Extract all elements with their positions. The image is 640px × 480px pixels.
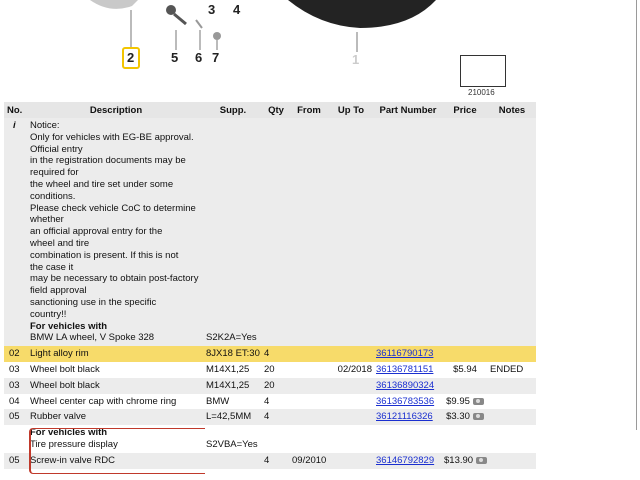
- row-qty: 20: [264, 363, 275, 375]
- notice-line: Only for vehicles with EG-BE approval.: [30, 131, 194, 143]
- row-from: [290, 394, 328, 410]
- wheel-fragment: [90, 0, 138, 9]
- col-header-from[interactable]: From: [290, 102, 328, 118]
- row-notes: [488, 453, 536, 469]
- row-no: 05: [4, 453, 28, 469]
- notice-supp: S2K2A=Yes: [204, 118, 262, 346]
- nut-part: [213, 32, 221, 40]
- row-notes: [488, 378, 536, 394]
- row-description: Screw-in valve RDC: [28, 453, 204, 469]
- notice-line: an official approval entry for the: [30, 226, 163, 238]
- notice-line: required for: [30, 167, 79, 179]
- notice-line: wheel and tire: [30, 237, 90, 249]
- table-row[interactable]: [4, 362, 536, 378]
- row-price: [442, 378, 488, 394]
- row-up-to: [328, 394, 374, 410]
- table-row[interactable]: [4, 409, 536, 425]
- row-up-to: [328, 346, 374, 362]
- notice-row: [4, 118, 536, 346]
- col-header-no[interactable]: No.: [4, 102, 28, 118]
- row-supp: 8JX18 ET:30: [204, 346, 262, 362]
- part-number-link[interactable]: 36136783536: [376, 395, 435, 407]
- notice-line: may be necessary to obtain post-factory: [30, 273, 199, 285]
- row-qty: 4: [262, 453, 290, 469]
- notice-condition-value: BMW LA wheel, V Spoke 328: [30, 332, 155, 344]
- col-header-notes[interactable]: Notes: [488, 102, 536, 118]
- row-from: [290, 409, 328, 425]
- notice-line: whether: [30, 214, 64, 226]
- part-number-link[interactable]: 36121116326: [376, 411, 433, 423]
- callout-4[interactable]: 4: [233, 2, 241, 17]
- row-price: $5.94: [453, 363, 477, 375]
- row-up-to: [328, 453, 374, 469]
- callout-2[interactable]: 2: [127, 50, 135, 65]
- part-number-link[interactable]: 36116790173: [376, 348, 434, 360]
- table-row[interactable]: [4, 378, 536, 394]
- tire-fragment: [288, 0, 436, 28]
- row-up-to: 02/2018: [337, 363, 372, 375]
- orientation-reference-box: [460, 55, 506, 87]
- part-number-link[interactable]: 36136890324: [376, 379, 435, 391]
- row-from: 09/2010: [290, 453, 328, 469]
- callout-3[interactable]: 3: [208, 2, 216, 17]
- parts-diagram: [0, 0, 640, 102]
- callout-6[interactable]: 6: [195, 50, 203, 65]
- row-notes: [488, 394, 536, 410]
- row-supp: BMW: [206, 395, 230, 407]
- parts-table: [4, 102, 536, 469]
- callout-5[interactable]: 5: [171, 50, 179, 65]
- col-header-supp[interactable]: Supp.: [204, 102, 262, 118]
- table-row[interactable]: [4, 394, 536, 410]
- col-header-part-number[interactable]: Part Number: [374, 102, 442, 118]
- row-price: $3.30: [446, 411, 470, 423]
- row-from: [290, 346, 328, 362]
- table-header-row: [4, 102, 536, 118]
- condition-text: [28, 425, 204, 453]
- col-header-qty[interactable]: Qty: [262, 102, 290, 118]
- condition-value: Tire pressure display: [30, 438, 118, 450]
- notice-text: [28, 118, 204, 346]
- row-no: 05: [4, 409, 28, 425]
- row-no: 03: [9, 363, 20, 375]
- row-notes: [488, 346, 536, 362]
- diagram-drawing: [0, 0, 640, 102]
- row-notes: [488, 409, 536, 425]
- callout-7[interactable]: 7: [212, 50, 220, 65]
- notice-condition-label: For vehicles with: [30, 320, 108, 332]
- notice-line: the case it: [30, 261, 74, 273]
- col-header-up-to[interactable]: Up To: [328, 102, 374, 118]
- condition-supp: S2VBA=Yes: [206, 438, 258, 450]
- notice-line: in the registration documents may be: [30, 155, 186, 167]
- row-price: [442, 346, 488, 362]
- row-no: 03: [4, 378, 28, 394]
- row-from: [290, 362, 328, 378]
- row-from: [290, 378, 328, 394]
- part-number-link[interactable]: 36136781151: [376, 363, 434, 375]
- row-qty: 20: [262, 378, 290, 394]
- notice-line: field approval: [30, 285, 87, 297]
- table-row[interactable]: [4, 346, 536, 362]
- camera-icon[interactable]: [473, 413, 484, 420]
- condition-row: [4, 425, 536, 453]
- notice-line: Notice:: [30, 120, 60, 131]
- notice-line: Official entry: [30, 143, 83, 155]
- row-supp: L=42,5MM: [204, 409, 262, 425]
- col-header-price[interactable]: Price: [442, 102, 488, 118]
- row-qty: 4: [262, 409, 290, 425]
- notice-line: country!!: [30, 308, 67, 320]
- notice-line: combination is present. If this is not: [30, 249, 179, 261]
- row-up-to: [328, 378, 374, 394]
- row-description: Wheel bolt black: [30, 363, 100, 375]
- row-supp: M14X1,25: [206, 363, 250, 375]
- row-description: Light alloy rim: [28, 346, 204, 362]
- row-supp: [204, 453, 262, 469]
- row-no: 04: [9, 395, 20, 407]
- camera-icon[interactable]: [476, 457, 487, 464]
- valve-stem: [174, 14, 186, 24]
- info-icon: i: [4, 118, 28, 346]
- row-up-to: [328, 409, 374, 425]
- col-header-description[interactable]: Description: [28, 102, 204, 118]
- notice-line: Please check vehicle CoC to determine: [30, 202, 196, 214]
- row-price: $9.95: [446, 395, 470, 407]
- camera-icon[interactable]: [473, 398, 484, 405]
- row-description: Wheel bolt black: [28, 378, 204, 394]
- notice-line: conditions.: [30, 190, 76, 202]
- row-supp: M14X1,25: [204, 378, 262, 394]
- row-notes: ENDED: [490, 363, 524, 375]
- diagram-reference-number: 210016: [468, 88, 495, 97]
- part-number-link[interactable]: 36146792829: [376, 454, 435, 466]
- condition-label: For vehicles with: [30, 427, 108, 439]
- notice-line: the wheel and tire set under some: [30, 178, 174, 190]
- row-description: Rubber valve: [28, 409, 204, 425]
- notice-line: sanctioning use in the specific: [30, 296, 157, 308]
- callout-1[interactable]: 1: [352, 52, 360, 67]
- row-description: Wheel center cap with chrome ring: [30, 395, 177, 407]
- row-qty: 4: [264, 395, 270, 407]
- table-row[interactable]: [4, 453, 536, 469]
- row-no: 02: [4, 346, 28, 362]
- row-qty: 4: [262, 346, 290, 362]
- scrollbar-track[interactable]: [636, 0, 637, 430]
- row-price: $13.90: [444, 454, 474, 466]
